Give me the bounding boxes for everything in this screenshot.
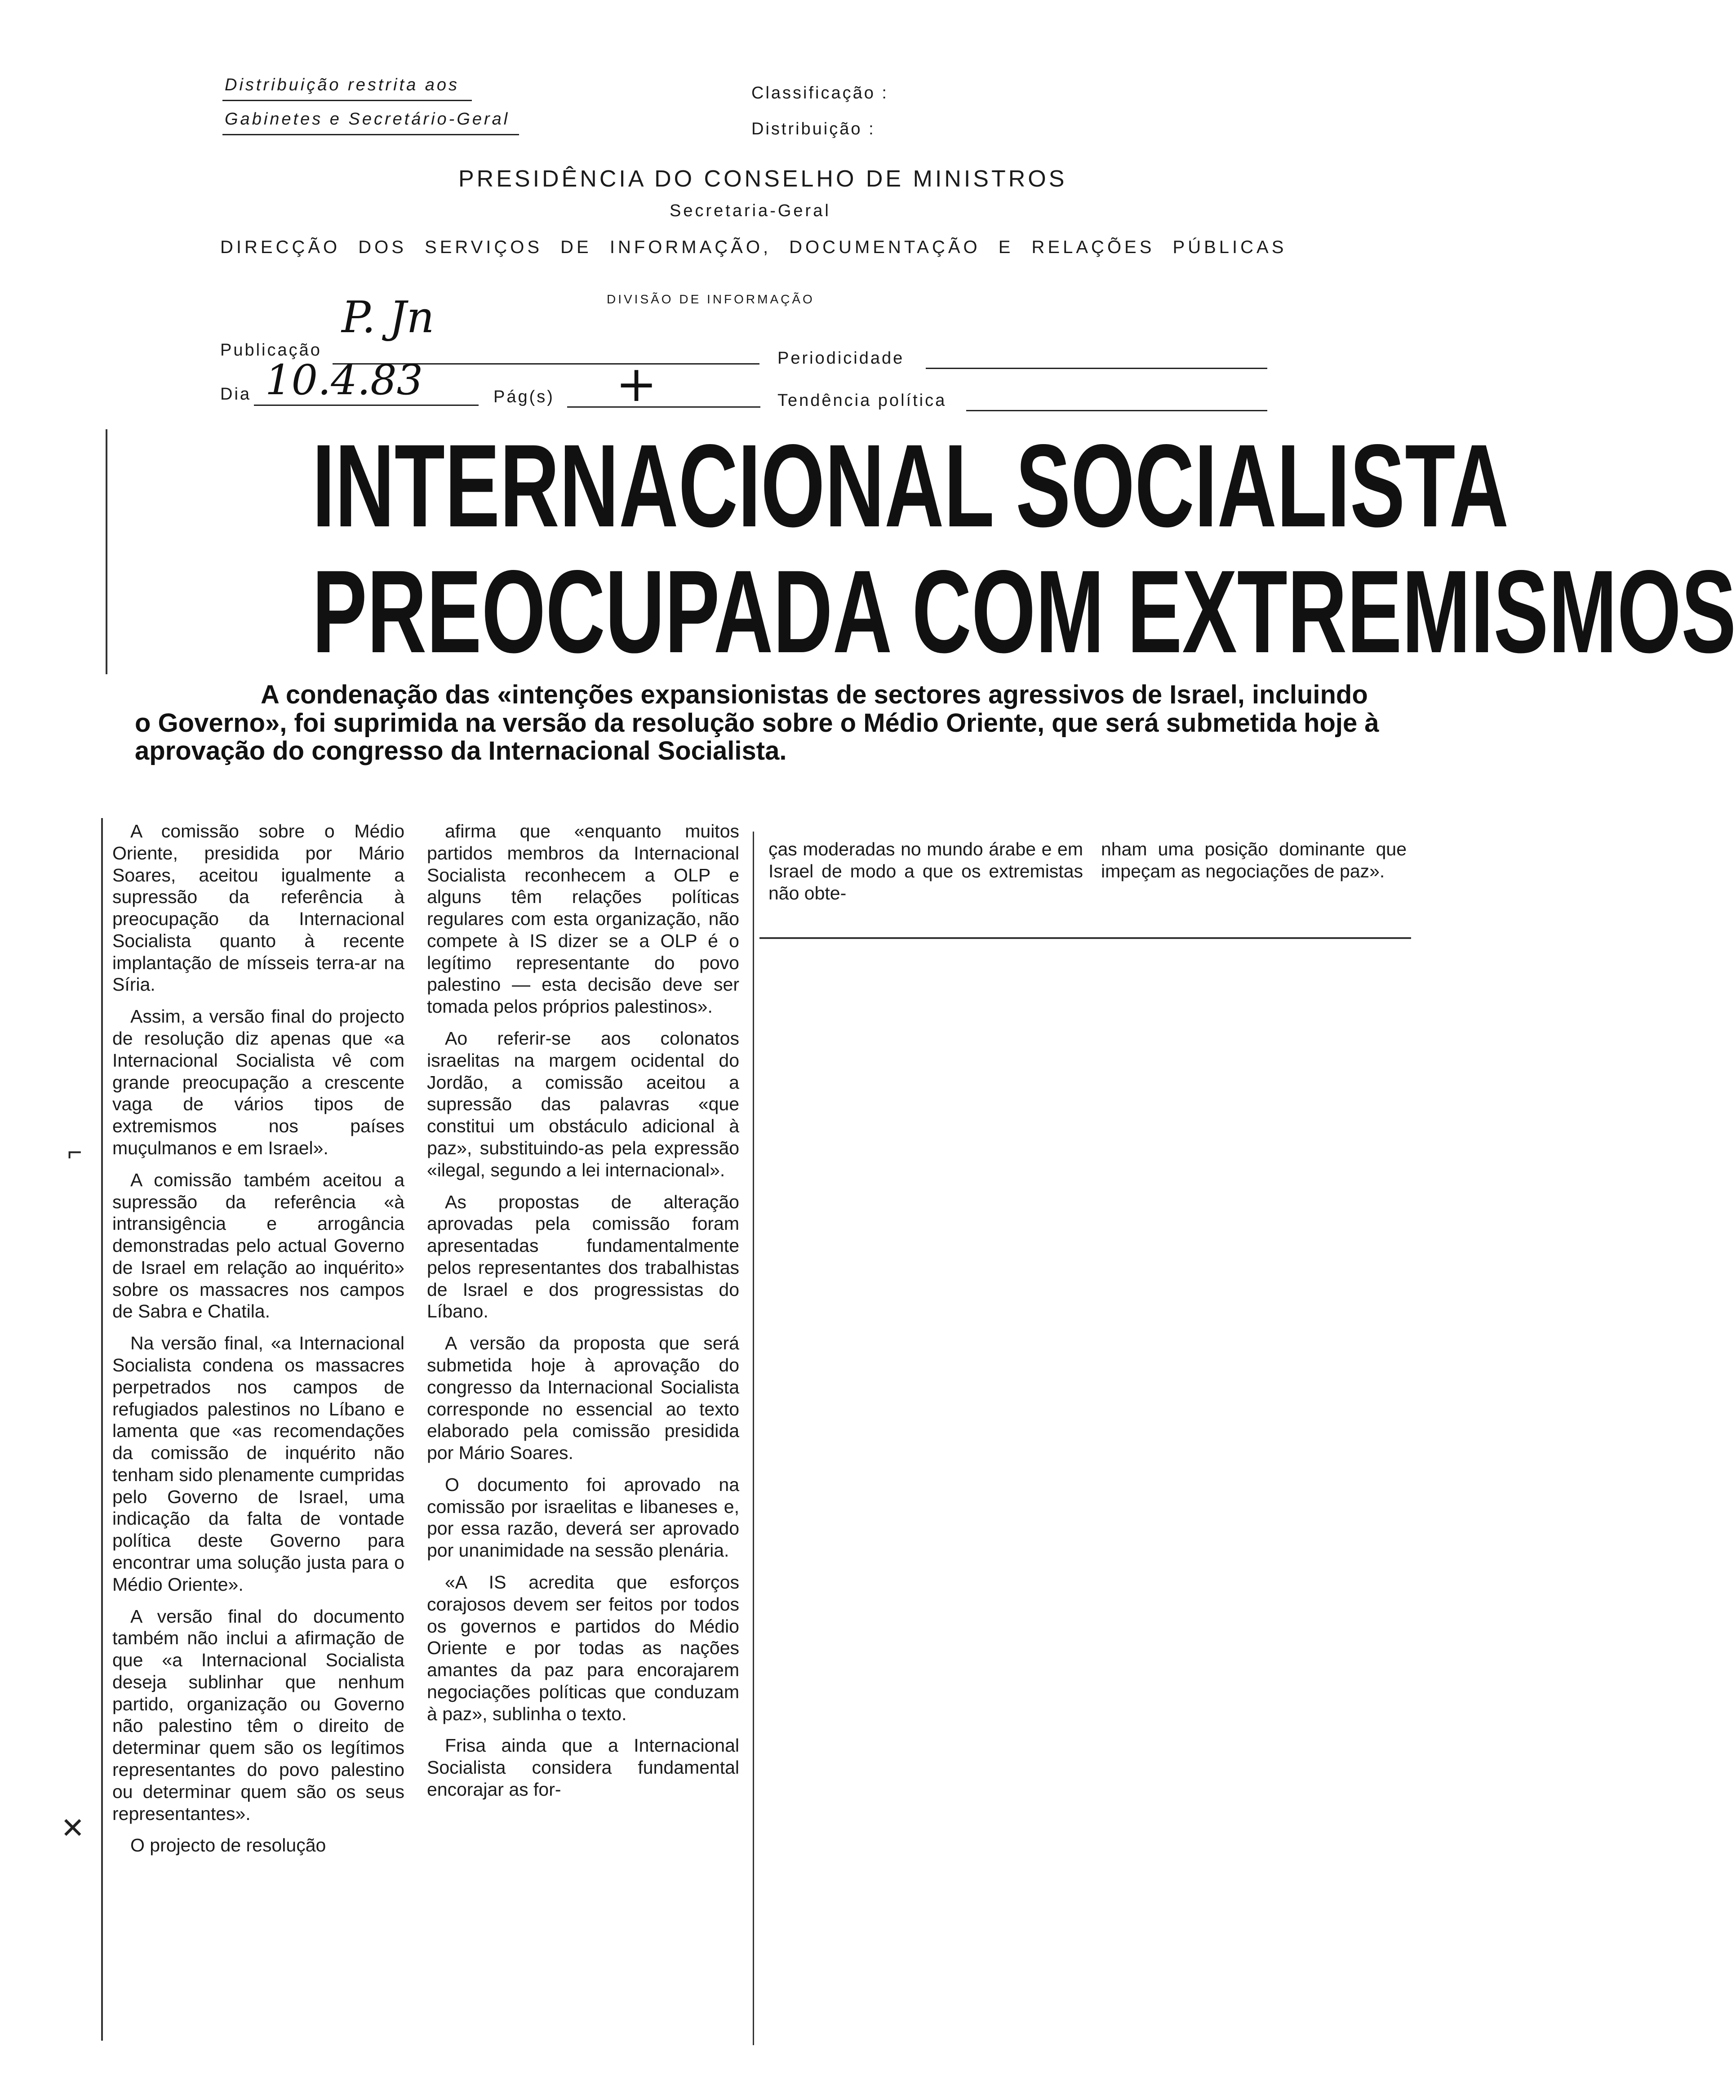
col2-paragraph: Ao referir-se aos colonatos israelitas na margem ocidental do Jordão, a comissão aceitou a supressão das palavras «que constitui um obstáculo adicional à paz», substituindo-as pela expressão «ilegal, segundo a lei internacional». — [427, 1028, 739, 1180]
restricted-distribution-line1: Distribuição restrita aos — [225, 76, 460, 94]
headline-line-1: INTERNACIONAL SOCIALISTA — [312, 420, 1509, 552]
article-lede: A condenação das «intenções expansionistas de sectores agressivos de Israel, incluindo o Governo», foi suprimida na versão da resolução sobre o Médio Oriente, que será submetida hoje à aprovação do congresso da Internacional Socialista. — [135, 680, 1379, 766]
col2-paragraph: Frisa ainda que a Internacional Socialista considera fundamental encorajar as for- — [427, 1735, 739, 1800]
col1-paragraph: A versão final do documento também não inclui a afirmação de que «a Internacional Socialista deseja sublinhar que nenhum partido, organização ou Governo não palestino têm o direito de determinar quem são os legítimos representantes do povo palestino ou determinar quem são os seus representantes». — [112, 1606, 404, 1824]
distribution-label: Distribuição : — [751, 120, 875, 138]
periodicity-line — [926, 368, 1267, 369]
col1-paragraph: A comissão sobre o Médio Oriente, presidida por Mário Soares, aceitou igualmente a supressão da referência à preocupação da Internacional Socialista quanto à recente implantação de mísseis terra-ar na Síria. — [112, 821, 404, 995]
publication-handwritten-value: P. Jn — [342, 292, 435, 343]
pages-label: Pág(s) — [493, 387, 555, 406]
col1-paragraph: Assim, a versão final do projecto de resolução diz apenas que «a Internacional Socialista vê com grande preocupação a crescente vaga de vários tipos de extremismos nos países muçulmanos e em Israel». — [112, 1006, 404, 1158]
political-tendency-line — [966, 410, 1267, 411]
col1-paragraph: Na versão final, «a Internacional Socialista condena os massacres perpetrados nos campos de refugiados palestinos no Líbano e lamenta que «as recomendações da comissão de inquérito não tenham sido plenamente cumpridas pelo Governo de Israel, uma indicação da falta de vontade política deste Governo para encontrar uma solução justa para o Médio Oriente». — [112, 1333, 404, 1595]
col1-paragraph: O projecto de resolução — [130, 1835, 326, 1856]
col2-paragraph: A versão da proposta que será submetida hoje à aprovação do congresso da Internacional Socialista corresponde no essencial ao texto elaborado pela comissão presidida por Mário Soares. — [427, 1333, 739, 1464]
col2-paragraph: afirma que «enquanto muitos partidos membros da Internacional Socialista reconhecem a OLP e alguns têm relações políticas regulares com esta organização, não compete à IS dizer se a OLP é o legítimo representante do povo palestino — esta decisão deve ser tomada pelos próprios palestinos». — [427, 821, 739, 1017]
pages-line — [567, 406, 760, 408]
restricted-underline-1 — [222, 100, 472, 101]
pages-handwritten-value: + — [616, 355, 657, 413]
directorate-title: DIRECÇÃO DOS SERVIÇOS DE INFORMAÇÃO, DOCUMENTAÇÃO E RELAÇÕES PÚBLICAS — [220, 237, 1287, 257]
classification-label: Classificação : — [751, 84, 888, 102]
left-clipping-edge — [106, 429, 107, 674]
restricted-distribution-line2: Gabinetes e Secretário-Geral — [225, 110, 510, 129]
col2-paragraph: O documento foi aprovado na comissão por israelitas e libaneses e, por essa razão, deverá ser aprovado por unanimidade na sessão plenária. — [427, 1474, 739, 1561]
day-line — [254, 405, 479, 406]
margin-cross-mark: ✕ — [61, 1812, 85, 1844]
political-tendency-label: Tendência política — [777, 391, 947, 410]
article-column-3 — [768, 838, 1083, 914]
col2-paragraph: «A IS acredita que esforços corajosos devem ser feitos por todos os governos e partidos do Médio Oriente e por todas as nações amantes da paz para encorajarem negociações políticas que conduzam à paz», sublinha o texto. — [427, 1572, 739, 1724]
secretariat-title: Secretaria-Geral — [670, 201, 831, 220]
day-handwritten-value: 10.4.83 — [265, 356, 423, 404]
col3-paragraph: ças moderadas no mundo árabe e em Israel de modo a que os extremistas não obte- — [768, 839, 1083, 903]
column-end-rule — [759, 937, 1411, 939]
agency-title: PRESIDÊNCIA DO CONSELHO DE MINISTROS — [458, 166, 1067, 192]
article-column-2 — [427, 820, 739, 1811]
division-title: DIVISÃO DE INFORMAÇÃO — [607, 292, 815, 306]
restricted-underline-2 — [222, 134, 519, 135]
article-column-1 — [112, 820, 404, 1866]
col4-paragraph: nham uma posição dominante que impeçam as negociações de paz». — [1101, 839, 1407, 881]
col1-paragraph: A comissão também aceitou a supressão da referência «à intransigência e arrogância demonstradas pelo actual Governo de Israel em relação ao inquérito» sobre os massacres nos campos de Sabra e Chatila. — [112, 1169, 404, 1322]
day-label: Dia — [220, 385, 252, 404]
periodicity-label: Periodicidade — [777, 349, 905, 368]
headline-line-2: PREOCUPADA COM EXTREMISMOS — [312, 546, 1736, 677]
margin-bracket-mark: ⌐ — [67, 1138, 82, 1166]
left-column-rule — [101, 818, 103, 2041]
column-2-right-rule — [753, 832, 754, 2045]
article-column-4 — [1101, 838, 1407, 892]
publication-label: Publicação — [220, 341, 322, 360]
col2-paragraph: As propostas de alteração aprovadas pela comissão foram apresentadas fundamentalmente pelos representantes dos trabalhistas de Israel e dos progressistas do Líbano. — [427, 1191, 739, 1322]
